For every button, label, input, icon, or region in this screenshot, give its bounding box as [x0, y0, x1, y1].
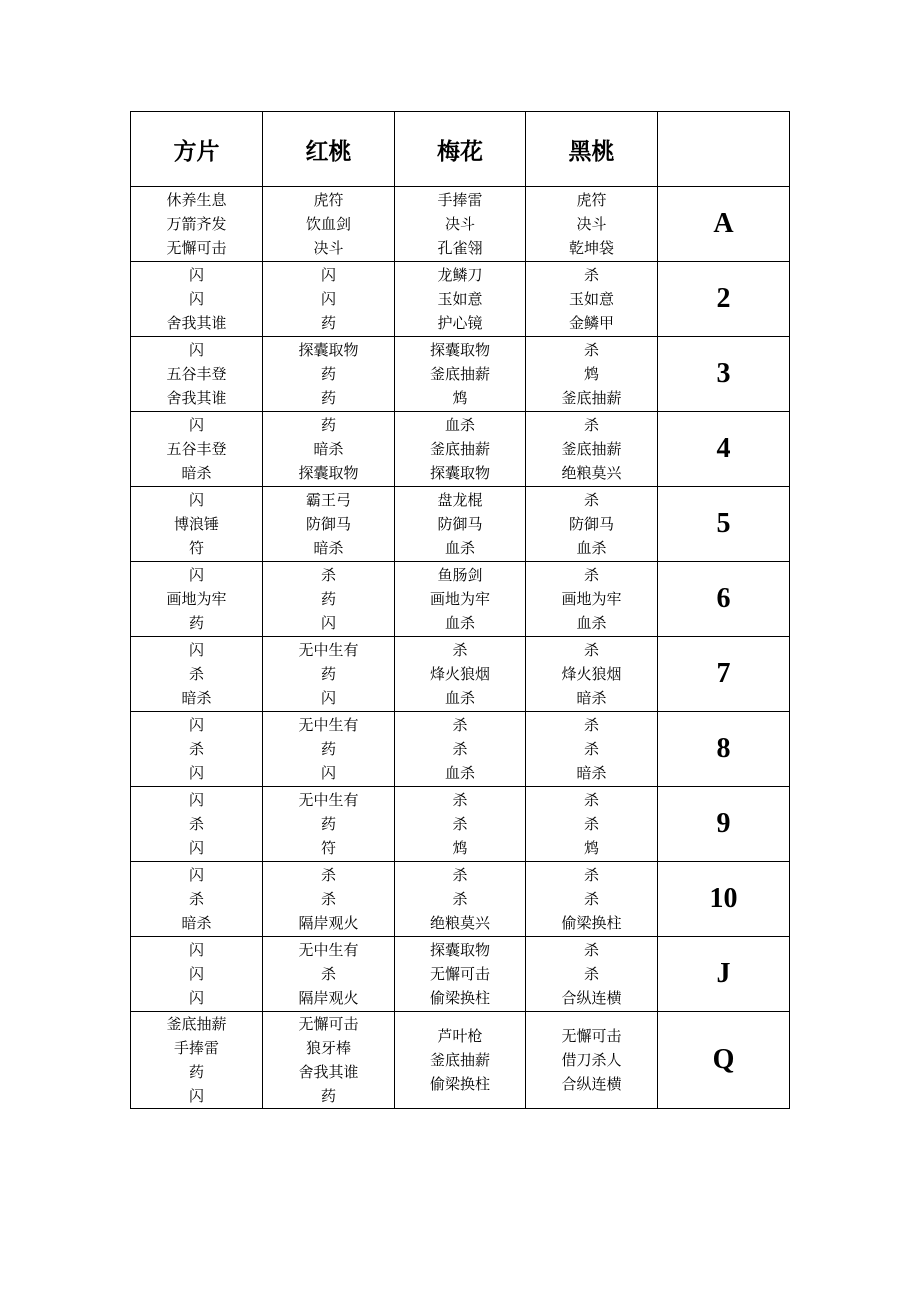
card-name: 杀: [583, 491, 599, 509]
card-name: 探囊取物: [429, 941, 490, 959]
rank-label: A: [658, 187, 790, 262]
card-name: 闪: [188, 716, 204, 734]
card-name: 暗杀: [313, 440, 344, 458]
cell-diamonds: [131, 862, 263, 937]
card-name: 杀: [320, 866, 336, 884]
table-row: [131, 712, 790, 787]
table-row: [131, 187, 790, 262]
card-name: 杀: [452, 791, 468, 809]
card-name: 乾坤袋: [568, 239, 614, 257]
card-name: 杀: [320, 890, 336, 908]
cell-hearts: [263, 637, 395, 712]
card-name: 闪: [188, 941, 204, 959]
rank-label: Q: [658, 1012, 790, 1109]
table-row: [131, 862, 790, 937]
card-name: 杀: [320, 965, 336, 983]
table-row: [131, 337, 790, 412]
card-name: 博浪锤: [173, 515, 219, 533]
card-name: 暗杀: [313, 539, 344, 557]
card-name: 药: [320, 365, 336, 383]
card-name: 杀: [583, 566, 599, 584]
cell-spades: [526, 937, 658, 1012]
card-name: 血杀: [444, 614, 475, 632]
card-name: 暗杀: [181, 914, 212, 932]
card-name: 盘龙棍: [437, 491, 483, 509]
card-name: 闪: [320, 266, 336, 284]
card-name: 杀: [583, 890, 599, 908]
card-name: 探囊取物: [298, 341, 359, 359]
card-name: 血杀: [444, 539, 475, 557]
card-name: 血杀: [444, 416, 475, 434]
table-row: [131, 637, 790, 712]
card-name: 闪: [188, 491, 204, 509]
card-name: 手捧雷: [173, 1039, 219, 1057]
card-name: 芦叶枪: [437, 1027, 483, 1045]
cell-spades: [526, 487, 658, 562]
card-name: 符: [320, 839, 336, 857]
card-name: 釜底抽薪: [561, 389, 622, 407]
card-name: 无中生有: [298, 791, 359, 809]
header-hearts: 红桃: [263, 112, 395, 187]
cell-diamonds: [131, 787, 263, 862]
card-name: 杀: [583, 866, 599, 884]
card-name: 杀: [583, 641, 599, 659]
card-name: 药: [320, 665, 336, 683]
card-name: 画地为牢: [561, 590, 622, 608]
cell-clubs: [395, 787, 526, 862]
rank-label: 10: [658, 862, 790, 937]
card-name: 药: [188, 614, 204, 632]
card-name: 釜底抽薪: [429, 440, 490, 458]
card-name: 杀: [188, 815, 204, 833]
card-name: 探囊取物: [298, 464, 359, 482]
card-name: 无懈可击: [298, 1015, 359, 1033]
card-name: 闪: [320, 689, 336, 707]
rank-label: 7: [658, 637, 790, 712]
cell-hearts: [263, 412, 395, 487]
card-name: 杀: [583, 815, 599, 833]
card-name: 偷梁换柱: [429, 1075, 490, 1093]
cell-hearts: [263, 262, 395, 337]
cell-clubs: [395, 337, 526, 412]
card-name: 金鳞甲: [568, 314, 614, 332]
card-name: 药: [320, 416, 336, 434]
card-name: 合纵连横: [561, 1075, 622, 1093]
card-name: 五谷丰登: [166, 365, 227, 383]
table-row: [131, 262, 790, 337]
card-name: 药: [320, 590, 336, 608]
cell-clubs: [395, 712, 526, 787]
card-name: 釜底抽薪: [429, 1051, 490, 1069]
card-name: 杀: [583, 740, 599, 758]
card-name: 闪: [188, 290, 204, 308]
card-name: 鸩: [583, 365, 599, 383]
card-name: 杀: [452, 740, 468, 758]
card-name: 狼牙棒: [305, 1039, 351, 1057]
card-name: 鸩: [583, 839, 599, 857]
card-distribution-table: [130, 111, 790, 1109]
table-row: [131, 787, 790, 862]
card-name: 闪: [188, 641, 204, 659]
cell-clubs: [395, 862, 526, 937]
cell-spades: [526, 262, 658, 337]
card-name: 釜底抽薪: [429, 365, 490, 383]
card-name: 闪: [320, 764, 336, 782]
card-name: 釜底抽薪: [561, 440, 622, 458]
card-name: 杀: [452, 716, 468, 734]
header-diamonds: 方片: [131, 112, 263, 187]
card-name: 合纵连横: [561, 989, 622, 1007]
cell-clubs: [395, 637, 526, 712]
card-name: 暗杀: [576, 689, 607, 707]
card-name: 偷梁换柱: [429, 989, 490, 1007]
cell-diamonds: [131, 262, 263, 337]
card-name: 无懈可击: [429, 965, 490, 983]
card-name: 舍我其谁: [166, 314, 227, 332]
card-name: 杀: [320, 566, 336, 584]
card-name: 烽火狼烟: [429, 665, 490, 683]
card-name: 画地为牢: [429, 590, 490, 608]
card-name: 鸩: [452, 839, 468, 857]
rank-label: 8: [658, 712, 790, 787]
cell-spades: [526, 412, 658, 487]
cell-hearts: [263, 937, 395, 1012]
card-name: 玉如意: [568, 290, 614, 308]
card-name: 杀: [452, 815, 468, 833]
card-name: 无中生有: [298, 716, 359, 734]
card-name: 鱼肠剑: [437, 566, 483, 584]
cell-spades: [526, 1012, 658, 1109]
card-name: 探囊取物: [429, 464, 490, 482]
cell-spades: [526, 787, 658, 862]
cell-clubs: [395, 937, 526, 1012]
card-name: 闪: [188, 266, 204, 284]
card-name: 暗杀: [181, 689, 212, 707]
card-name: 绝粮莫兴: [429, 914, 490, 932]
card-name: 杀: [583, 416, 599, 434]
card-name: 五谷丰登: [166, 440, 227, 458]
card-name: 无懈可击: [166, 239, 227, 257]
table-row: [131, 1012, 790, 1109]
cell-clubs: [395, 1012, 526, 1109]
table-row: [131, 487, 790, 562]
card-name: 决斗: [444, 215, 475, 233]
card-name: 舍我其谁: [298, 1063, 359, 1081]
table-row: [131, 412, 790, 487]
table-row: [131, 562, 790, 637]
card-name: 闪: [320, 614, 336, 632]
cell-spades: [526, 187, 658, 262]
card-name: 闪: [188, 341, 204, 359]
card-name: 决斗: [576, 215, 607, 233]
card-name: 杀: [583, 716, 599, 734]
cell-diamonds: [131, 412, 263, 487]
table-row: [131, 937, 790, 1012]
card-name: 闪: [188, 866, 204, 884]
cell-hearts: [263, 1012, 395, 1109]
card-name: 虎符: [576, 191, 607, 209]
card-name: 烽火狼烟: [561, 665, 622, 683]
cell-diamonds: [131, 637, 263, 712]
header-rank: [658, 112, 790, 187]
cell-diamonds: [131, 187, 263, 262]
card-name: 药: [320, 389, 336, 407]
rank-label: 4: [658, 412, 790, 487]
cell-hearts: [263, 712, 395, 787]
rank-label: 3: [658, 337, 790, 412]
card-name: 饮血剑: [305, 215, 351, 233]
card-name: 闪: [188, 965, 204, 983]
card-name: 闪: [188, 989, 204, 1007]
card-name: 闪: [188, 764, 204, 782]
card-name: 偷梁换柱: [561, 914, 622, 932]
cell-diamonds: [131, 562, 263, 637]
card-name: 杀: [583, 791, 599, 809]
card-name: 龙鳞刀: [437, 266, 483, 284]
card-name: 血杀: [444, 689, 475, 707]
cell-spades: [526, 562, 658, 637]
card-name: 隔岸观火: [298, 914, 359, 932]
card-name: 防御马: [305, 515, 351, 533]
card-name: 防御马: [437, 515, 483, 533]
cell-spades: [526, 862, 658, 937]
card-name: 闪: [188, 839, 204, 857]
card-name: 霸王弓: [305, 491, 351, 509]
card-name: 暗杀: [181, 464, 212, 482]
card-name: 闪: [320, 290, 336, 308]
card-name: 杀: [583, 341, 599, 359]
cell-spades: [526, 712, 658, 787]
card-name: 手捧雷: [437, 191, 483, 209]
rank-label: 6: [658, 562, 790, 637]
card-name: 闪: [188, 791, 204, 809]
cell-hearts: [263, 862, 395, 937]
cell-hearts: [263, 562, 395, 637]
cell-clubs: [395, 562, 526, 637]
cell-clubs: [395, 412, 526, 487]
header-clubs: 梅花: [395, 112, 526, 187]
card-name: 无中生有: [298, 641, 359, 659]
cell-spades: [526, 337, 658, 412]
cell-spades: [526, 637, 658, 712]
card-name: 杀: [583, 266, 599, 284]
cell-hearts: [263, 787, 395, 862]
cell-clubs: [395, 487, 526, 562]
card-name: 杀: [583, 965, 599, 983]
header-spades: 黑桃: [526, 112, 658, 187]
card-name: 药: [320, 314, 336, 332]
card-name: 闪: [188, 566, 204, 584]
cell-diamonds: [131, 337, 263, 412]
card-name: 绝粮莫兴: [561, 464, 622, 482]
card-name: 舍我其谁: [166, 389, 227, 407]
card-name: 鸩: [452, 389, 468, 407]
rank-label: 9: [658, 787, 790, 862]
card-name: 无懈可击: [561, 1027, 622, 1045]
card-name: 药: [320, 740, 336, 758]
card-name: 杀: [452, 890, 468, 908]
card-name: 万箭齐发: [166, 215, 227, 233]
card-name: 杀: [188, 665, 204, 683]
card-name: 杀: [188, 890, 204, 908]
cell-diamonds: [131, 1012, 263, 1109]
card-name: 闪: [188, 416, 204, 434]
card-name: 孔雀翎: [437, 239, 483, 257]
card-name: 血杀: [576, 539, 607, 557]
card-name: 杀: [583, 941, 599, 959]
cell-diamonds: [131, 937, 263, 1012]
card-name: 杀: [452, 641, 468, 659]
card-name: 玉如意: [437, 290, 483, 308]
card-name: 防御马: [568, 515, 614, 533]
card-name: 隔岸观火: [298, 989, 359, 1007]
card-name: 暗杀: [576, 764, 607, 782]
cell-hearts: [263, 487, 395, 562]
cell-diamonds: [131, 712, 263, 787]
card-name: 休养生息: [166, 191, 227, 209]
cell-hearts: [263, 187, 395, 262]
cell-hearts: [263, 337, 395, 412]
rank-label: 5: [658, 487, 790, 562]
card-name: 血杀: [576, 614, 607, 632]
card-name: 探囊取物: [429, 341, 490, 359]
card-name: 无中生有: [298, 941, 359, 959]
card-name: 药: [188, 1063, 204, 1081]
card-name: 虎符: [313, 191, 344, 209]
card-name: 釜底抽薪: [166, 1015, 227, 1033]
card-name: 杀: [452, 866, 468, 884]
cell-clubs: [395, 187, 526, 262]
cell-diamonds: [131, 487, 263, 562]
card-name: 杀: [188, 740, 204, 758]
header-row: [131, 112, 790, 187]
card-name: 画地为牢: [166, 590, 227, 608]
cell-clubs: [395, 262, 526, 337]
card-name: 符: [188, 539, 204, 557]
card-name: 药: [320, 1087, 336, 1105]
card-name: 决斗: [313, 239, 344, 257]
card-name: 借刀杀人: [561, 1051, 622, 1069]
card-name: 药: [320, 815, 336, 833]
card-name: 护心镜: [437, 314, 483, 332]
rank-label: 2: [658, 262, 790, 337]
rank-label: J: [658, 937, 790, 1012]
card-name: 闪: [188, 1087, 204, 1105]
card-name: 血杀: [444, 764, 475, 782]
